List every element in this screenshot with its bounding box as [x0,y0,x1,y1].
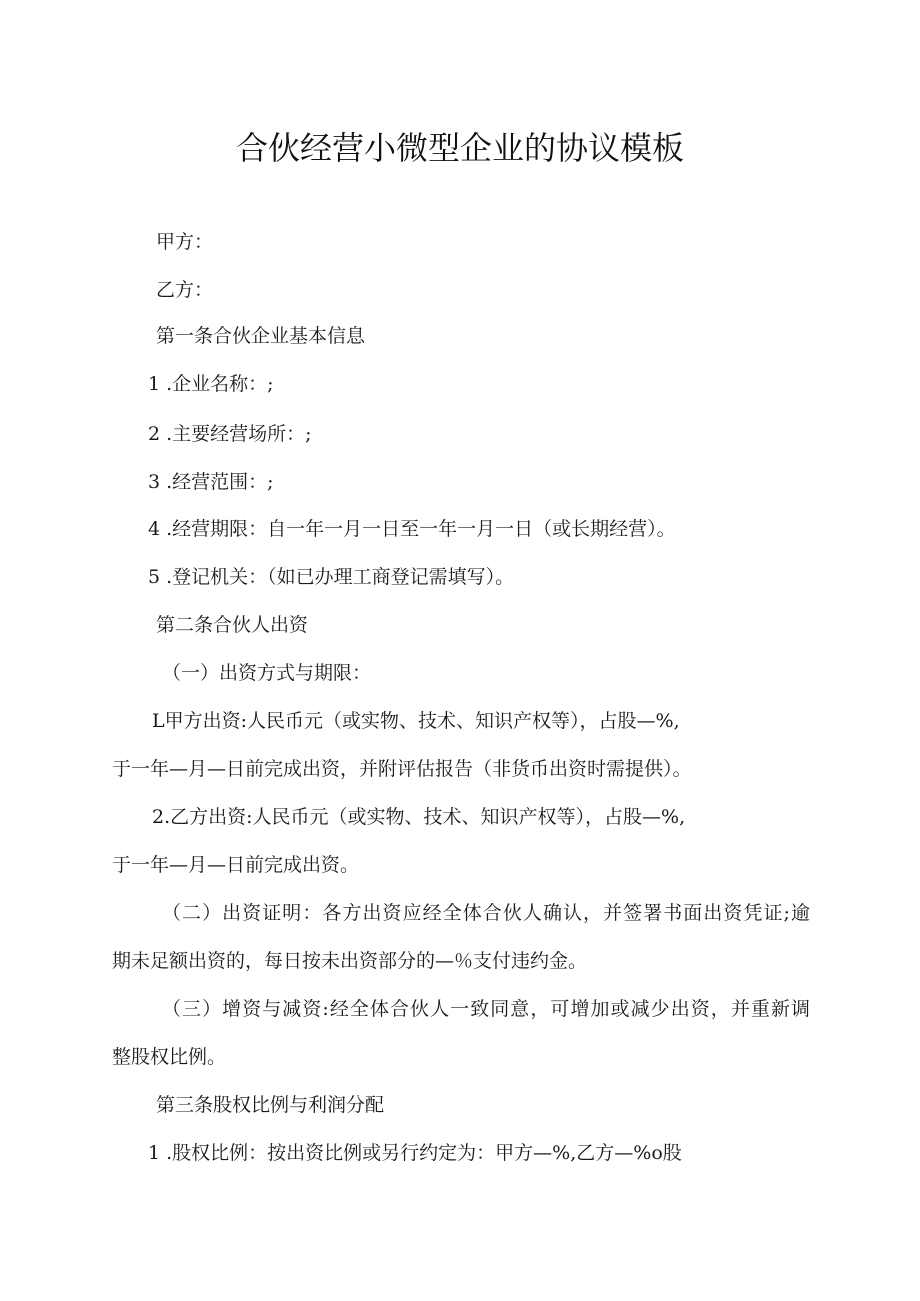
article-1-item-4: 4 .经营期限：自一年一月一日至一年一月一日（或长期经营）。 [148,518,676,540]
article-2-section-2: （二）出资证明：各方出资应经全体合伙人确认，并签署书面出资凭证;逾 [162,902,810,924]
article-2-party-b-contribution: 2.乙方出资:人民币元（或实物、技术、知识产权等），占股—%, [152,806,686,828]
article-1-item-1: 1 .企业名称：; [148,373,274,395]
article-2-party-b-contribution-cont: 于一年—月—日前完成出资。 [112,854,360,876]
article-1-item-3: 3 .经营范围：; [148,471,274,493]
article-2-section-2-cont: 期未足额出资的，每日按未出资部分的—％支付违约金。 [112,950,588,972]
article-2-section-1-heading: （一）出资方式与期限： [162,662,372,684]
article-3-heading: 第三条股权比例与利润分配 [156,1094,385,1116]
document-title: 合伙经营小微型企业的协议模板 [235,129,684,167]
article-2-party-a-contribution-cont: 于一年—月—日前完成出资，并附评估报告（非货币出资时需提供）。 [112,758,692,780]
article-2-section-3-cont: 整股权比例。 [112,1046,227,1068]
article-2-section-3: （三）增资与减资:经全体合伙人一致同意，可增加或减少出资，并重新调 [162,998,810,1020]
party-b-label: 乙方： [156,279,214,301]
party-a-label: 甲方： [156,231,214,253]
article-2-heading: 第二条合伙人出资 [156,614,309,636]
article-2-party-a-contribution: L甲方出资:人民币元（或实物、技术、知识产权等），占股—%, [152,710,680,732]
article-1-item-5: 5 .登记机关：（如已办理工商登记需填写）。 [148,566,515,588]
article-3-item-1: 1 .股权比例：按出资比例或另行约定为：甲方—%,乙方—%o股 [148,1142,682,1164]
article-1-item-2: 2 .主要经营场所：; [148,423,312,445]
article-1-heading: 第一条合伙企业基本信息 [156,325,366,347]
